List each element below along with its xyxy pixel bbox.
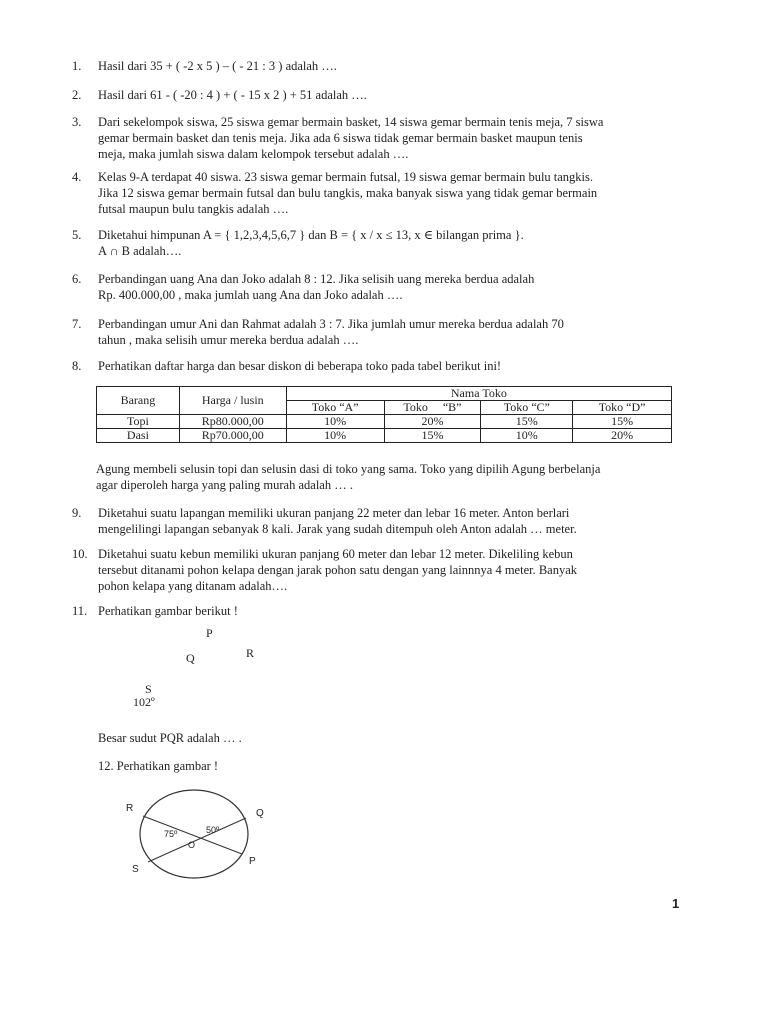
item-name: Dasi bbox=[97, 429, 180, 443]
header-nama-toko: Nama Toko bbox=[286, 387, 671, 401]
page-number: 1 bbox=[672, 896, 680, 911]
point-label-p: P bbox=[206, 626, 213, 640]
question-number: 10. bbox=[72, 547, 88, 561]
discount: 15% bbox=[481, 415, 573, 429]
question-text: Perhatikan gambar berikut ! bbox=[98, 604, 238, 618]
item-price: Rp80.000,00 bbox=[179, 415, 286, 429]
question-text: Rp. 400.000,00 , maka jumlah uang Ana dan Joko adalah …. bbox=[98, 288, 403, 302]
question-text: Kelas 9-A terdapat 40 siswa. 23 siswa gemar bermain futsal, 19 siswa gemar bermain bulu tangkis. bbox=[98, 170, 594, 184]
question-8-followup bbox=[96, 461, 600, 493]
question-text: Perhatikan daftar harga dan besar diskon di beberapa toko pada tabel berikut ini! bbox=[98, 359, 502, 373]
question-text: gemar bermain basket dan tenis meja. Jika ada 6 siswa tidak gemar bermain basket maupun tenis bbox=[98, 131, 583, 145]
question-number: 7. bbox=[72, 317, 82, 331]
point-label-s: S bbox=[132, 864, 139, 875]
question-text: A ∩ B adalah…. bbox=[98, 244, 182, 258]
store-b: Toko “B” bbox=[384, 401, 481, 415]
question-text: Jika 12 siswa gemar bermain futsal dan bulu tangkis, maka banyak siswa yang tidak gemar bermain bbox=[98, 186, 598, 200]
question-12-title: 12. Perhatikan gambar ! bbox=[98, 759, 219, 773]
discount: 10% bbox=[481, 429, 573, 443]
point-label-q: Q bbox=[256, 808, 264, 819]
table-row bbox=[97, 429, 672, 443]
question-text: Dari sekelompok siswa, 25 siswa gemar bermain basket, 14 siswa gemar bermain tenis meja, 7 siswa bbox=[98, 115, 604, 129]
price-discount-table bbox=[96, 386, 672, 443]
item-price: Rp70.000,00 bbox=[179, 429, 286, 443]
question-text: Diketahui suatu lapangan memiliki ukuran panjang 22 meter dan lebar 16 meter. Anton berlari bbox=[98, 506, 570, 520]
question-number: 5. bbox=[72, 228, 82, 242]
question-text: mengelilingi lapangan sebanyak 8 kali. Jarak yang sudah ditempuh oleh Anton adalah … meter. bbox=[98, 522, 577, 536]
discount: 15% bbox=[573, 415, 672, 429]
table-header-row bbox=[97, 387, 672, 401]
point-label-p: P bbox=[249, 856, 256, 867]
angle-label-left: 75º bbox=[164, 829, 178, 839]
question-text: Perbandingan uang Ana dan Joko adalah 8 : 12. Jika selisih uang mereka berdua adalah bbox=[98, 272, 535, 286]
point-label-o: O bbox=[188, 840, 196, 850]
question-number: 3. bbox=[72, 115, 82, 129]
discount: 15% bbox=[384, 429, 481, 443]
question-number: 6. bbox=[72, 272, 82, 286]
discount: 10% bbox=[286, 415, 384, 429]
question-number: 8. bbox=[72, 359, 82, 373]
question-text: Hasil dari 35 + ( -2 x 5 ) – ( - 21 : 3 ) adalah …. bbox=[98, 59, 337, 73]
question-number: 11. bbox=[72, 604, 88, 618]
point-label-q: Q bbox=[186, 651, 195, 665]
question-text: Hasil dari 61 - ( -20 : 4 ) + ( - 15 x 2 ) + 51 adalah …. bbox=[98, 88, 367, 102]
question-text: Diketahui suatu kebun memiliki ukuran panjang 60 meter dan lebar 12 meter. Dikeliling kebun bbox=[98, 547, 573, 561]
figure-12 bbox=[124, 786, 274, 886]
circle bbox=[140, 790, 248, 878]
question-number: 1. bbox=[72, 59, 82, 73]
discount: 20% bbox=[384, 415, 481, 429]
discount: 20% bbox=[573, 429, 672, 443]
question-text: Agung membeli selusin topi dan selusin dasi di toko yang sama. Toko yang dipilih Agung berbelanja bbox=[96, 462, 601, 476]
question-number: 4. bbox=[72, 170, 82, 184]
question-text: Perbandingan umur Ani dan Rahmat adalah 3 : 7. Jika jumlah umur mereka berdua adalah 70 bbox=[98, 317, 564, 331]
point-label-r: R bbox=[246, 646, 255, 660]
question-number: 9. bbox=[72, 506, 82, 520]
header-harga: Harga / lusin bbox=[179, 387, 286, 415]
point-label-r: R bbox=[126, 803, 134, 814]
header-barang: Barang bbox=[97, 387, 180, 415]
angle-label-right: 50º bbox=[206, 825, 220, 835]
angle-label: 102º bbox=[133, 695, 155, 709]
question-text: Diketahui himpunan A = { 1,2,3,4,5,6,7 } dan B = { x / x ≤ 13, x ∈ bilangan prima }. bbox=[98, 228, 524, 242]
chord-qs bbox=[148, 818, 246, 862]
table-row bbox=[97, 415, 672, 429]
item-name: Topi bbox=[97, 415, 180, 429]
question-text: tahun , maka selisih umur mereka berdua adalah …. bbox=[98, 333, 359, 347]
question-text: agar diperoleh harga yang paling murah adalah … . bbox=[96, 478, 353, 492]
store-d: Toko “D” bbox=[573, 401, 672, 415]
store-a: Toko “A” bbox=[286, 401, 384, 415]
point-label-s: S bbox=[145, 682, 152, 696]
store-c: Toko “C” bbox=[481, 401, 573, 415]
question-11-prompt: Besar sudut PQR adalah … . bbox=[98, 731, 242, 745]
question-number: 2. bbox=[72, 88, 82, 102]
question-text: meja, maka jumlah siswa dalam kelompok tersebut adalah …. bbox=[98, 147, 409, 161]
question-text: pohon kelapa yang ditanam adalah…. bbox=[98, 579, 288, 593]
discount: 10% bbox=[286, 429, 384, 443]
question-text: futsal maupun bulu tangkis adalah …. bbox=[98, 202, 289, 216]
question-text: tersebut ditanami pohon kelapa dengan jarak pohon satu dengan yang lainnnya 4 meter. Banyak bbox=[98, 563, 578, 577]
